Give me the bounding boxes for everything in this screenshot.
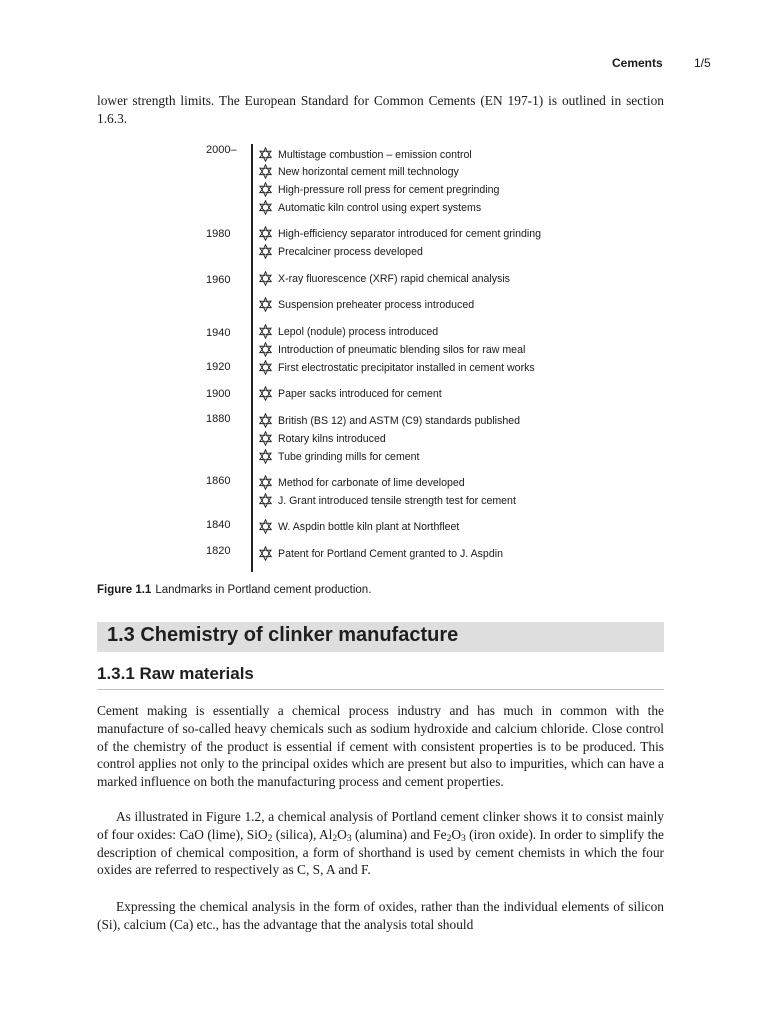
star-icon xyxy=(258,386,273,401)
subscript: 2 xyxy=(267,833,273,844)
subscript: 2 xyxy=(332,833,338,844)
timeline-event xyxy=(258,324,438,339)
star-icon xyxy=(258,164,273,179)
timeline-event-label: Suspension preheater process introduced xyxy=(278,298,475,311)
subscript: 2 xyxy=(446,833,452,844)
timeline-event-label: Precalciner process developed xyxy=(278,245,423,258)
timeline-event-label: Patent for Portland Cement granted to J. Aspdin xyxy=(278,547,503,560)
timeline-event xyxy=(258,182,499,197)
paragraph: Expressing the chemical analysis in the form of oxides, rather than the individual elements of silicon (Si), calcium (Ca) etc., has the advantage that the analysis total should xyxy=(97,899,664,932)
paragraph xyxy=(97,808,664,879)
timeline-event xyxy=(258,449,420,464)
timeline-event xyxy=(258,271,510,286)
star-icon xyxy=(258,244,273,259)
star-icon xyxy=(258,431,273,446)
timeline-event-label: Multistage combustion – emission control xyxy=(278,148,472,161)
timeline-event-label: New horizontal cement mill technology xyxy=(278,165,459,178)
timeline-event-label: Automatic kiln control using expert systems xyxy=(278,201,482,214)
star-icon xyxy=(258,449,273,464)
timeline-event xyxy=(258,226,541,241)
star-icon xyxy=(258,360,273,375)
timeline-figure xyxy=(200,140,670,574)
timeline-event-label: First electrostatic precipitator installed in cement works xyxy=(278,361,535,374)
timeline-event-label: W. Aspdin bottle kiln plant at Northfleet xyxy=(278,520,460,533)
running-header-title: Cements xyxy=(612,56,663,70)
timeline-event xyxy=(258,475,465,490)
text-run: O xyxy=(451,826,461,842)
figure-caption xyxy=(97,584,371,596)
text-run: (silica), Al xyxy=(272,826,333,842)
timeline-event xyxy=(258,200,481,215)
timeline-event-label: Method for carbonate of lime developed xyxy=(278,476,465,489)
timeline-event xyxy=(258,360,535,375)
timeline-year: 1860 xyxy=(206,475,231,487)
star-icon xyxy=(258,147,273,162)
star-icon xyxy=(258,297,273,312)
timeline-year: 1840 xyxy=(206,519,231,531)
timeline-axis xyxy=(251,144,253,572)
timeline-event xyxy=(258,431,386,446)
timeline-event-label: Introduction of pneumatic blending silos for raw meal xyxy=(278,343,526,356)
timeline-event-label: Lepol (nodule) process introduced xyxy=(278,325,439,338)
page-number: 1/5 xyxy=(694,56,711,70)
star-icon xyxy=(258,475,273,490)
timeline-year: 1960 xyxy=(206,274,231,286)
figure-caption-text: Landmarks in Portland cement production. xyxy=(155,584,372,596)
timeline-event-label: Rotary kilns introduced xyxy=(278,432,386,445)
section-heading-bar xyxy=(97,622,664,652)
section-heading: 1.3 Chemistry of clinker manufacture xyxy=(107,624,459,646)
timeline-year: 1880 xyxy=(206,413,231,425)
timeline-event-label: High-pressure roll press for cement pregrinding xyxy=(278,183,500,196)
star-icon xyxy=(258,182,273,197)
timeline-event-label: X-ray fluorescence (XRF) rapid chemical analysis xyxy=(278,272,510,285)
figure-caption-label: Figure 1.1 xyxy=(97,584,152,596)
timeline-year: 1920 xyxy=(206,361,231,373)
timeline-event xyxy=(258,519,459,534)
timeline-event-label: Tube grinding mills for cement xyxy=(278,450,420,463)
intro-paragraph: lower strength limits. The European Standard for Common Cements (EN 197-1) is outlined in section 1.6.3. xyxy=(97,93,664,126)
star-icon xyxy=(258,519,273,534)
paragraph: Cement making is essentially a chemical process industry and has much in common with the manufacture of so-called heavy chemicals such as sodium hydroxide and calcium chloride. Close control of the chemistry of the product is essential if cement with consistent properties is to be produced. This control applies not only to the principal oxides which are present but also to impurities, which can have a marked influence on both the manufacturing process and cement properties. xyxy=(97,703,664,790)
star-icon xyxy=(258,200,273,215)
subsection-heading: 1.3.1 Raw materials xyxy=(97,664,664,690)
timeline-event xyxy=(258,147,472,162)
text-run: (alumina) and Fe xyxy=(351,826,447,842)
subscript: 3 xyxy=(460,833,466,844)
star-icon xyxy=(258,226,273,241)
timeline-event-label: Paper sacks introduced for cement xyxy=(278,387,442,400)
timeline-event xyxy=(258,413,520,428)
text-run: As illustrated in Figure 1.2, a chemical analysis of Portland cement clinker shows it to consist mainly of four oxides: CaO (lime), SiO xyxy=(97,809,664,842)
timeline-event xyxy=(258,493,516,508)
star-icon xyxy=(258,271,273,286)
star-icon xyxy=(258,546,273,561)
timeline-year: 1940 xyxy=(206,327,231,339)
timeline-event xyxy=(258,546,503,561)
timeline-event xyxy=(258,342,525,357)
timeline-year: 1900 xyxy=(206,388,231,400)
timeline-year: 1820 xyxy=(206,545,231,557)
timeline-event xyxy=(258,297,474,312)
subscript: 3 xyxy=(346,833,352,844)
timeline-event xyxy=(258,164,459,179)
star-icon xyxy=(258,413,273,428)
timeline-event xyxy=(258,386,442,401)
star-icon xyxy=(258,324,273,339)
timeline-event-label: J. Grant introduced tensile strength test for cement xyxy=(278,494,516,507)
text-run: (iron oxide). In order to simplify the description of chemical composition, a form of shorthand is used by cement chemists in which the four oxides are referred to respectively as C, S, A and F. xyxy=(97,826,664,878)
timeline-year: 1980 xyxy=(206,228,231,240)
text-run: O xyxy=(337,826,347,842)
timeline-year: 2000– xyxy=(206,144,237,156)
star-icon xyxy=(258,342,273,357)
timeline-event-label: High-efficiency separator introduced for cement grinding xyxy=(278,227,542,240)
star-icon xyxy=(258,493,273,508)
timeline-event-label: British (BS 12) and ASTM (C9) standards published xyxy=(278,414,521,427)
timeline-event xyxy=(258,244,423,259)
